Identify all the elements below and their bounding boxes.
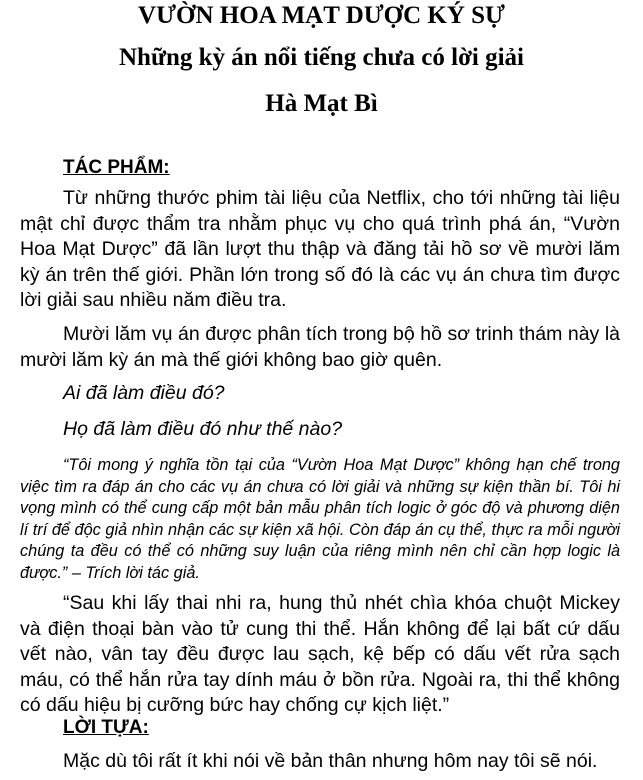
book-title: VƯỜN HOA MẠT DƯỢC KÝ SỰ — [138, 2, 505, 29]
work-section-heading: TÁC PHẨM: — [63, 157, 170, 178]
preface-paragraph-1: Mặc dù tôi rất ít khi nói về bản thân nhưng hôm nay tôi sẽ nói. — [63, 750, 598, 772]
author-name: Hà Mạt Bì — [265, 90, 378, 117]
question-line-2: Họ đã làm điều đó như thế nào? — [63, 418, 343, 440]
work-paragraph-2: Mười lăm vụ án được phân tích trong bộ hồ sơ trinh thám này là mười lăm kỳ án mà thế giới không bao giờ quên. — [20, 323, 620, 371]
question-line-1: Ai đã làm điều đó? — [63, 382, 225, 404]
story-excerpt: “Sau khi lấy thai nhi ra, hung thủ nhét chìa khóa chuột Mickey và điện thoại bàn vào tử cung thi thể. Hắn không để lại bất cứ dấu vết nào, vân tay đều được lau sạch, kệ bếp có dấu vết rửa sạch máu, có thể hắn rửa tay dính máu ở bồn rửa. Ngoài ra, thi thể không có dấu hiệu bị cưỡng bức hay chống cự kịch liệt.” — [20, 592, 620, 716]
preface-section-heading: LỜI TỰA: — [63, 717, 149, 738]
work-paragraph-1: Từ những thước phim tài liệu của Netflix, cho tới những tài liệu mật chỉ được thẩm tra nhằm phục vụ cho quá trình phá án, “Vườn Hoa Mạt Dược” đã lần lượt thu thập và đăng tải hồ sơ về mười lăm kỳ án trên thế giới. Phần lớn trong số đó là các vụ án chưa tìm được lời giải sau nhiều năm điều tra. — [20, 187, 620, 311]
book-subtitle: Những kỳ án nổi tiếng chưa có lời giải — [118, 44, 525, 71]
author-quote: “Tôi mong ý nghĩa tồn tại của “Vườn Hoa Mạt Dược” không hạn chế trong việc tìm ra đáp án cho các vụ án chưa có lời giải và những sự kiện thần bí. Tôi hi vọng mình có thể cung cấp một bản mẫu phân tích logic ở góc độ và phương diện lí trí để độc giả nhìn nhận các sự kiện xã hội. Còn đáp án cụ thể, thực ra mỗi người chúng ta đều có thể có những suy luận của riêng mình nên chỉ cần hợp logic là được.” – Trích lời tác giả. — [20, 456, 620, 582]
